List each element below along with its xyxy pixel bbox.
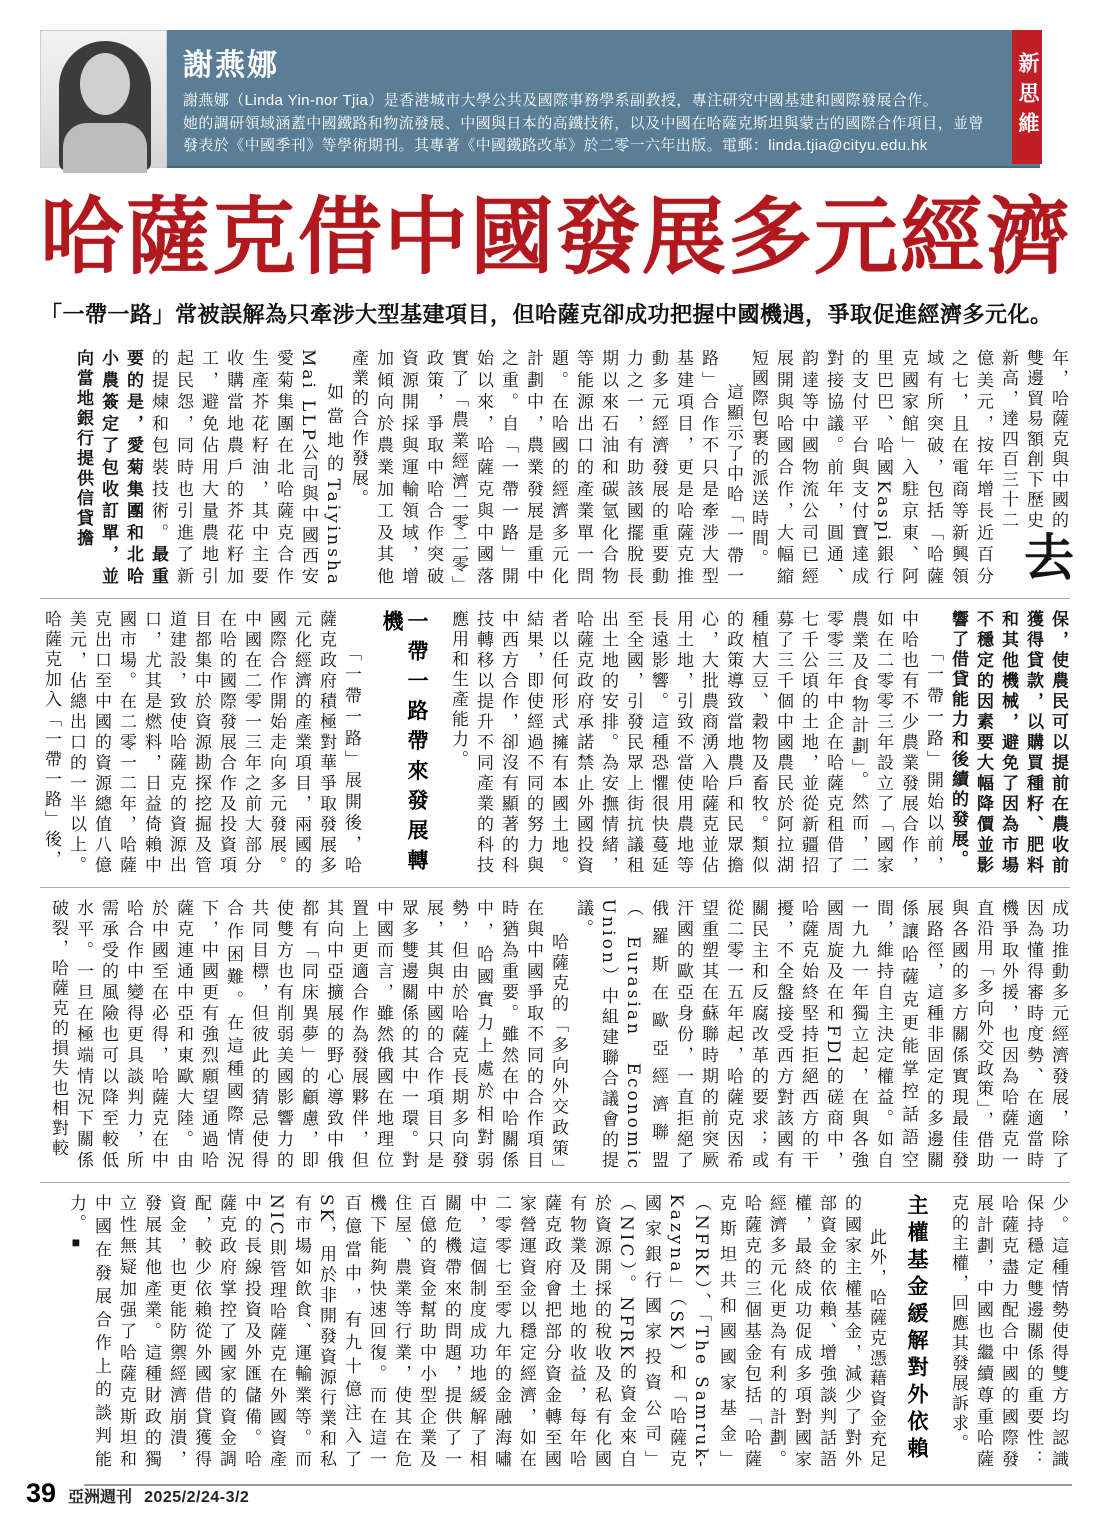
- paragraph: 少。這種情勢使得雙方均認識保持穩定雙邊關係的重要性：哈薩克盡力配合中國的國際發展計劃，中國也繼續尊重哈薩克的主權，回應其發展訴求。: [948, 1194, 1068, 1471]
- paragraph: [745, 349, 1075, 588]
- band-divider: [40, 1182, 1070, 1183]
- paragraph: 哈薩克的「多向外交政策」在與中國爭取不同的合作項目時猶為重要。雖然在中哈關係中，哈國實力上處於相對弱勢，但由於哈薩克長期多向發展，其與中國的合作項目只是眾多雙邊關係的其中一環。對中國而言，雖然俄國在地理位置上更適合作為發展夥伴，但其向中亞擴展的野心導致中俄都有「同床異夢」的顧慮，即使雙方也有削弱美國影響力的共同目標，但彼此的猜忌使得合作困難。在這種國際情況下，中國更有強烈願望通過哈薩克連通中亞和東歐大陸。由於中國至在必得，哈薩克在中哈合作中變得更具談判力，所需承受的風險也可以降至較低水平。一旦在極端情況下關係破裂，哈薩克的損失也相對較: [48, 899, 568, 1172]
- photo-body-shape: [63, 123, 147, 173]
- drop-cap: 去: [1016, 531, 1075, 582]
- paragraph: 成功推動多元經濟發展，除了因為懂得審時度勢、在適當時機爭取外援，也因為哈薩克一直沿用「多向外交政策」，借助與各國的多方關係實現最佳發展路徑，這種非固定的多邊關係讓哈薩克更能掌控話語空間，維持自主決定權益。如自一九九一年獨立起，在與各強國周旋及在和FDI的磋商中，哈薩克始終堅持拒絕西方的干擾，不全盤接受西方對該國有關民主和反腐改革的要求；或從二零一五年起，哈薩克因希望重塑其在蘇聯時期的前突厥汗國的歐亞身份，一直拒絕了俄羅斯在歐亞經濟聯盟（Eurasian Economic Union）中組建聯合議會的提議。: [573, 899, 1068, 1172]
- author-bio-line-2: 她的調研領域涵蓋中國鐵路和物流發展、中國與日本的高鐵技術，以及中國在哈薩克斯坦與蒙古的國際合作項目，並曾: [183, 114, 984, 132]
- issue-date: 2025/2/24-3/2: [144, 1489, 250, 1507]
- paragraph: [70, 349, 345, 587]
- article-band-1: [40, 349, 1075, 588]
- footer-text: [26, 1478, 249, 1509]
- publication-name: 亞洲週刊: [68, 1489, 133, 1507]
- paragraph-bold-text: 最重要的是，愛菊集團和北哈小農簽定了包收訂單，並向當地銀行提供信貸擔: [73, 349, 168, 588]
- article-band-4: [40, 1194, 1070, 1470]
- author-bio-line-1: 謝燕娜（Linda Yin-nor Tjia）是香港城市大學公共及國際事務學系副教授，專注研究中國基建和國際發展合作。: [183, 92, 939, 109]
- band-divider: [40, 598, 1070, 599]
- article-end-mark: ■: [68, 1234, 84, 1254]
- section-heading-sovereign-fund: 主權基金緩解對外依賴: [905, 1194, 928, 1465]
- paragraph: [63, 1194, 888, 1470]
- page-number: 39: [26, 1478, 57, 1509]
- paragraph-bold-text: 保，使農民可以提前在農收前獲得貸款，以購買種籽、肥料和其他機械，避免了因為市場不穩定的因素要大幅降價並影響了借貸能力和後續的發展。: [948, 610, 1068, 877]
- band-divider: [40, 887, 1070, 888]
- section-heading-belt-road: 一帶一路帶來發展轉機: [380, 610, 428, 877]
- article-band-2: [40, 610, 1070, 876]
- paragraph-text: 如當地的Taiyinsha Mai LLP公司與中國西安愛菊集團在北哈薩克合作生產芥花籽油，其中主要收購當地農戶的芥花籽加工，避免佔用大量農地引起民怨，同時也引進了新的提煉和包裝技術。: [148, 349, 343, 588]
- article-band-3: [40, 899, 1070, 1171]
- paragraph-text: 此外，哈薩克憑藉資金充足的國家主權基金，減少了對外部資金的依賴、增強談判話語權，最終成功促成多項對國家經濟多元化更為有利的計劃。哈薩克的三個基金包括「哈薩克斯坦共和國國家基金」（NFRK）、「The Samruk-Kazyna」（SK）和「哈薩克國家銀行國家投資公司」（NIC）。NFRK的資金來自於資源開採的稅收及私有化國有物業及土地的收益，每年哈薩克政府會把部分資金轉至國家營運資金以穩定經濟，如在二零零七至零九年的金融海嘯中，這個制度成功地緩解了相關危機帶來的問題，提供了一百億的資金幫助中小型企業及住屋、農業等行業，使其在危機下能夠快速回復。而在這一百億當中，有九十億注入了SK，用於非開發資源行業和私有市場如飲食、運輸業等。而NIC則管理哈薩克在外國資產中的長線投資及外匯儲備。哈薩克政府掌控了國家的資金調配，較少依賴從外國借貸獲得資金，也更能防禦經濟崩潰，發展其他產業。這種財政的獨立性無疑加强了哈薩克斯坦和中國在發展合作上的談判能力。: [66, 1194, 886, 1471]
- photo-face-shape: [80, 53, 130, 115]
- paragraph: 「一帶一路」開始以前，中哈也有不少農業發展合作，如在二零零三年設立了「國家農業及食物計劃」。然而，二零零三年中企在哈薩克租借了七千公頃的土地，並從新疆招募了三千個中國農民於阿拉湖種植大豆、穀物及畜牧。類似的政策導致當地農戶和民眾擔心，大批農商湧入哈薩克並佔用土地，引致不當使用農地等長遠影響。這種恐懼很快蔓延至全國，引發民眾上街抗議租出土地的安排。為安撫情緒，哈薩克政府承諾禁止外國投資者以任何形式擁有本國土地。結果，即使經過不同的努力與中西方合作，卻沒有顯著的科技轉移以提升不同產業的科技應用和生產能力。: [448, 610, 943, 877]
- paragraph: [945, 610, 1070, 876]
- page-footer: [26, 1478, 1070, 1524]
- paragraph-text: 年，哈薩克與中國的雙邊貿易額創下歷史新高，達四百三十二億美元，按年增長近百分之七，且在電商等新興領域有所突破，包括「哈薩克國家館」入駐京東、阿里巴巴、哈國Kaspi銀行的支付平台與支付寶達成對接協議。前年，圓通、韵達等中國物流公司已經展開與哈國合作，大幅縮短國際包裹的派送時間。: [748, 349, 1068, 588]
- author-bio-line-3: 發表於《中國季刊》等學術期刊。其專著《中國鐵路改革》於二零一六年出版。電郵：linda.tjia@cityu.edu.hk: [183, 137, 928, 154]
- paragraph: 「一帶一路」展開後，哈薩克政府積極對華爭取發展多元化經濟的產業項目，兩國的國際合作開始走向多元發展。中國在二零一三年之前大部分在哈的國際發展合作及投資項目都集中於資源勘探挖掘及管道建設，致使哈薩克的資源出口，尤其是燃料，日益倚賴中國市場。在二零一二年，哈薩克出口至中國的資源總值八億美元，佔總出口的一半以上。哈薩克加入「一帶一路」後，: [41, 610, 361, 877]
- author-header: [40, 30, 1040, 168]
- section-tab: 新思維: [1012, 30, 1042, 164]
- article-headline: 哈薩克借中國發展多元經濟: [40, 187, 1073, 286]
- author-bio-box: [167, 30, 1040, 168]
- article-subtitle: 「一帶一路」常被誤解為只牽涉大型基建項目，但哈薩克卻成功把握中國機遇，爭取促進經濟多元化。: [40, 302, 1053, 328]
- author-photo: [40, 30, 167, 168]
- author-name: 謝燕娜: [183, 49, 279, 82]
- paragraph: 這顯示了中哈「一帶一路」合作不只是牽涉大型基建項目，更是哈薩克推動多元經濟發展的重要動力之一，有助該國擺脫長期以來石油和碳氫化合物等能源出口的產業單一問題。在哈國的經濟多元化計劃中，農業發展是重中之重。自「一帶一路」開始以來，哈薩克與中國落實了「農業經濟二零二零」政策，爭取中哈合作突破資源開採與運輸領域，增加傾向於農業加工及其他產業的合作發展。: [348, 349, 743, 588]
